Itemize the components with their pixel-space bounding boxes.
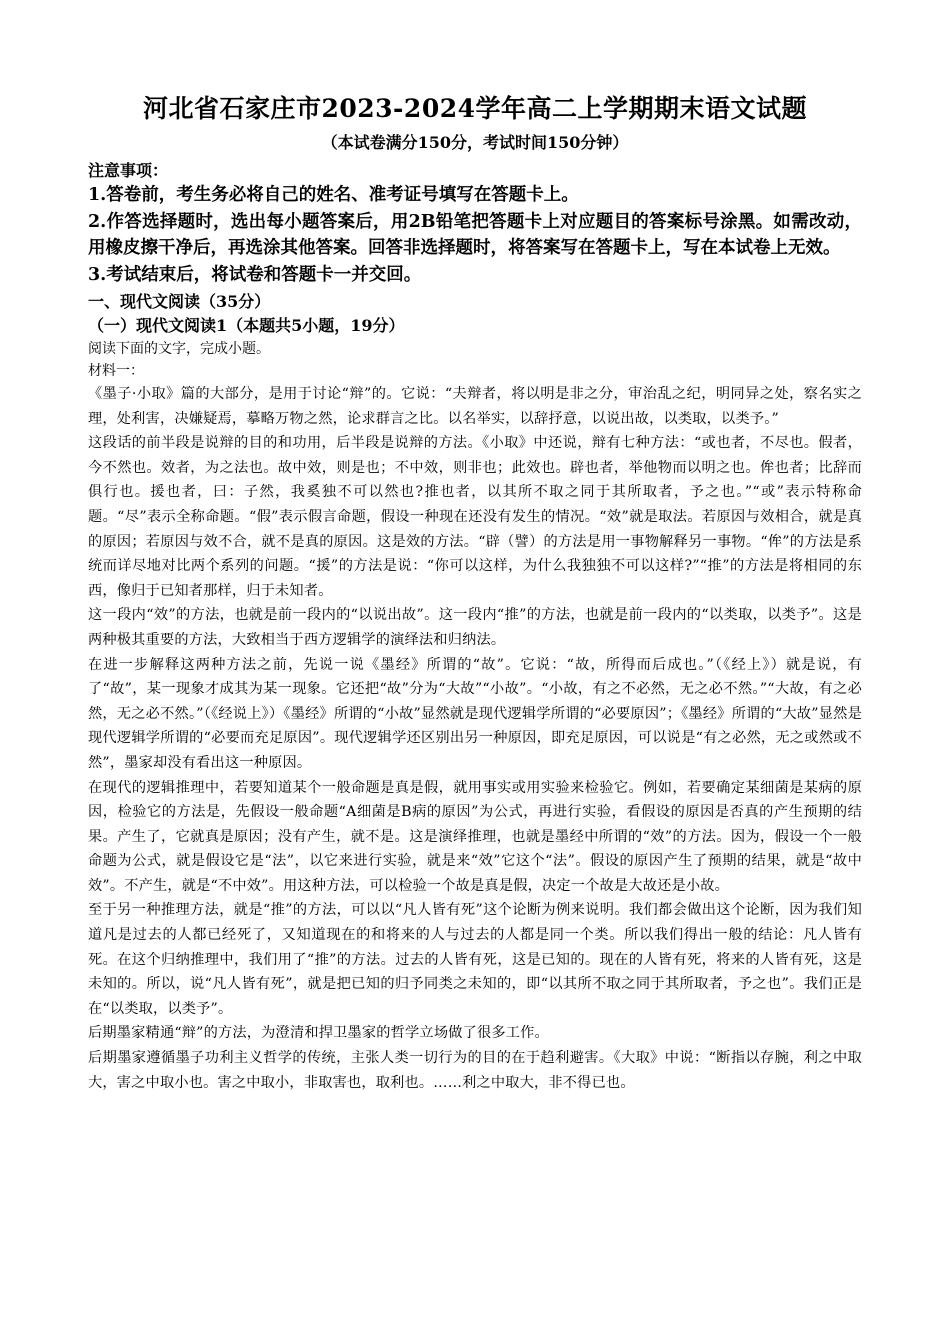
paragraph-4: 在进一步解释这两种方法之前，先说一说《墨经》所谓的“故”。它说：“故，所得而后成也。”（《经上》）就是说，有了“故”，某一现象才成其为某一现象。它还把“故”分为“大故”“小故”。“小故，有之不必然，无之必不然。”“大故，有之必然，无之必不然。”（《经说上》）《墨经》所谓的“小故”显然就是现代逻辑学所谓的“必要原因”；《墨经》所谓的“大故”显然是现代逻辑学所谓的“必要而充足原因”。现代逻辑学还区别出另一种原因，即充足原因，可以说是“有之必然，无之或然或不然”，墨家却没有看出这一种原因。 (88, 656, 862, 771)
material-label: 材料一： (88, 363, 144, 379)
reading-instruction: 阅读下面的文字，完成小题。 (88, 341, 270, 357)
paragraph-7: 后期墨家精通“辩”的方法，为澄清和捍卫墨家的哲学立场做了很多工作。 (88, 1025, 549, 1042)
exam-title: 河北省石家庄市2023-2024学年高二上学期期末语文试题 (142, 94, 808, 123)
reading-section (88, 290, 862, 1095)
exam-subtitle: （本试卷满分150分，考试时间150分钟） (321, 133, 629, 152)
paragraph-5: 在现代的逻辑推理中，若要知道某个一般命题是真是假，就用事实或用实验来检验它。例如，若要确定某细菌是某病的原因，检验它的方法是，先假设一般命题“A细菌是B病的原因”为公式，再进行实验，看假设的原因是否真的产生预期的结果。产生了，它就真是原因；没有产生，就不是。这是演绎推理，也就是墨经中所谓的“效”的方法。因为，假设一个一般命题为公式，就是假设它是“法”，以它来进行实验，就是来“效”它这个“法”。假设的原因产生了预期的结果，就是“故中效”。不产生，就是“不中效”。用这种方法，可以检验一个故是真是假，决定一个故是大故还是小故。 (88, 779, 862, 894)
paragraph-1: 《墨子·小取》篇的大部分，是用于讨论“辩”的。它说：“夫辩者，将以明是非之分，审治乱之纪，明同异之处，察名实之理，处利害，决嫌疑焉，摹略万物之然，论求群言之比。以名举实，以辞抒意，以说出故，以类取，以类予。” (88, 386, 862, 427)
paragraph-3: 这一段内“效”的方法，也就是前一段内的“以说出故”。这一段内“推”的方法，也就是前一段内的“以类取，以类予”。这是两种极其重要的方法，大致相当于西方逻辑学的演绎法和归纳法。 (88, 607, 862, 648)
section-heading: 一、现代文阅读（35分） (88, 292, 271, 311)
paragraph-8: 后期墨家遵循墨子功利主义哲学的传统，主张人类一切行为的目的在于趋利避害。《大取》中说：“断指以存腕，利之中取大，害之中取小也。害之中取小，非取害也，取利也。……利之中取大，非不得已也。 (88, 1050, 862, 1091)
notice-item-1: 1.答卷前，考生务必将自己的姓名、准考证号填写在答题卡上。 (88, 185, 579, 205)
paragraph-6: 至于另一种推理方法，就是“推”的方法，可以以“凡人皆有死”这个论断为例来说明。我们都会做出这个论断，因为我们知道凡是过去的人都已经死了，又知道现在的和将来的人与过去的人都是同一个类。所以我们得出一般的结论：凡人皆有死。在这个归纳推理中，我们用了“推”的方法。过去的人皆有死，这是已知的。现在的人皆有死，将来的人皆有死，这是未知的。所以，说“凡人皆有死”，就是把已知的归予同类之未知的，即“以其所不取之同于其所取者，予之也”。我们正是在“以类取，以类予”。 (88, 902, 862, 1017)
notice-item-3: 3.考试结束后，将试卷和答题卡一并交回。 (88, 264, 422, 285)
paragraph-2: 这段话的前半段是说辩的目的和功用，后半段是说辩的方法。《小取》中还说，辩有七种方法：“或也者，不尽也。假者，今不然也。效者，为之法也。故中效，则是也；不中效，则非也；此效也。辟也者，举他物而以明之也。侔也者；比辞而俱行也。援也者，曰：子然，我奚独不可以然也?推也者，以其所不取之同于其所取者，予之也。”“或”表示特称命题。“尽”表示全称命题。“假”表示假言命题，假设一种现在还没有发生的情况。“效”就是取法。若原因与效相合，就是真的原因；若原因与效不合，就不是真的原因。这是效的方法。“辟（譬）的方法是用一事物解释另一事物。“侔”的方法是系统而详尽地对比两个系列的问题。“援”的方法是说：“你可以这样，为什么我独独不可以这样?”“推”的方法是将相同的东西，像归于已知者那样，归于未知者。 (88, 435, 862, 599)
notice-block (88, 160, 862, 288)
notice-heading: 注意事项： (88, 161, 169, 180)
subsection-heading: （一）现代文阅读1（本题共5小题，19分） (88, 316, 405, 335)
notice-item-2: 2.作答选择题时，选出每小题答案后，用2B铅笔把答题卡上对应题目的答案标号涂黑。如需改动，用橡皮擦干净后，再选涂其他答案。回答非选择题时，将答案写在答题卡上，写在本试卷上无效。 (88, 211, 862, 258)
